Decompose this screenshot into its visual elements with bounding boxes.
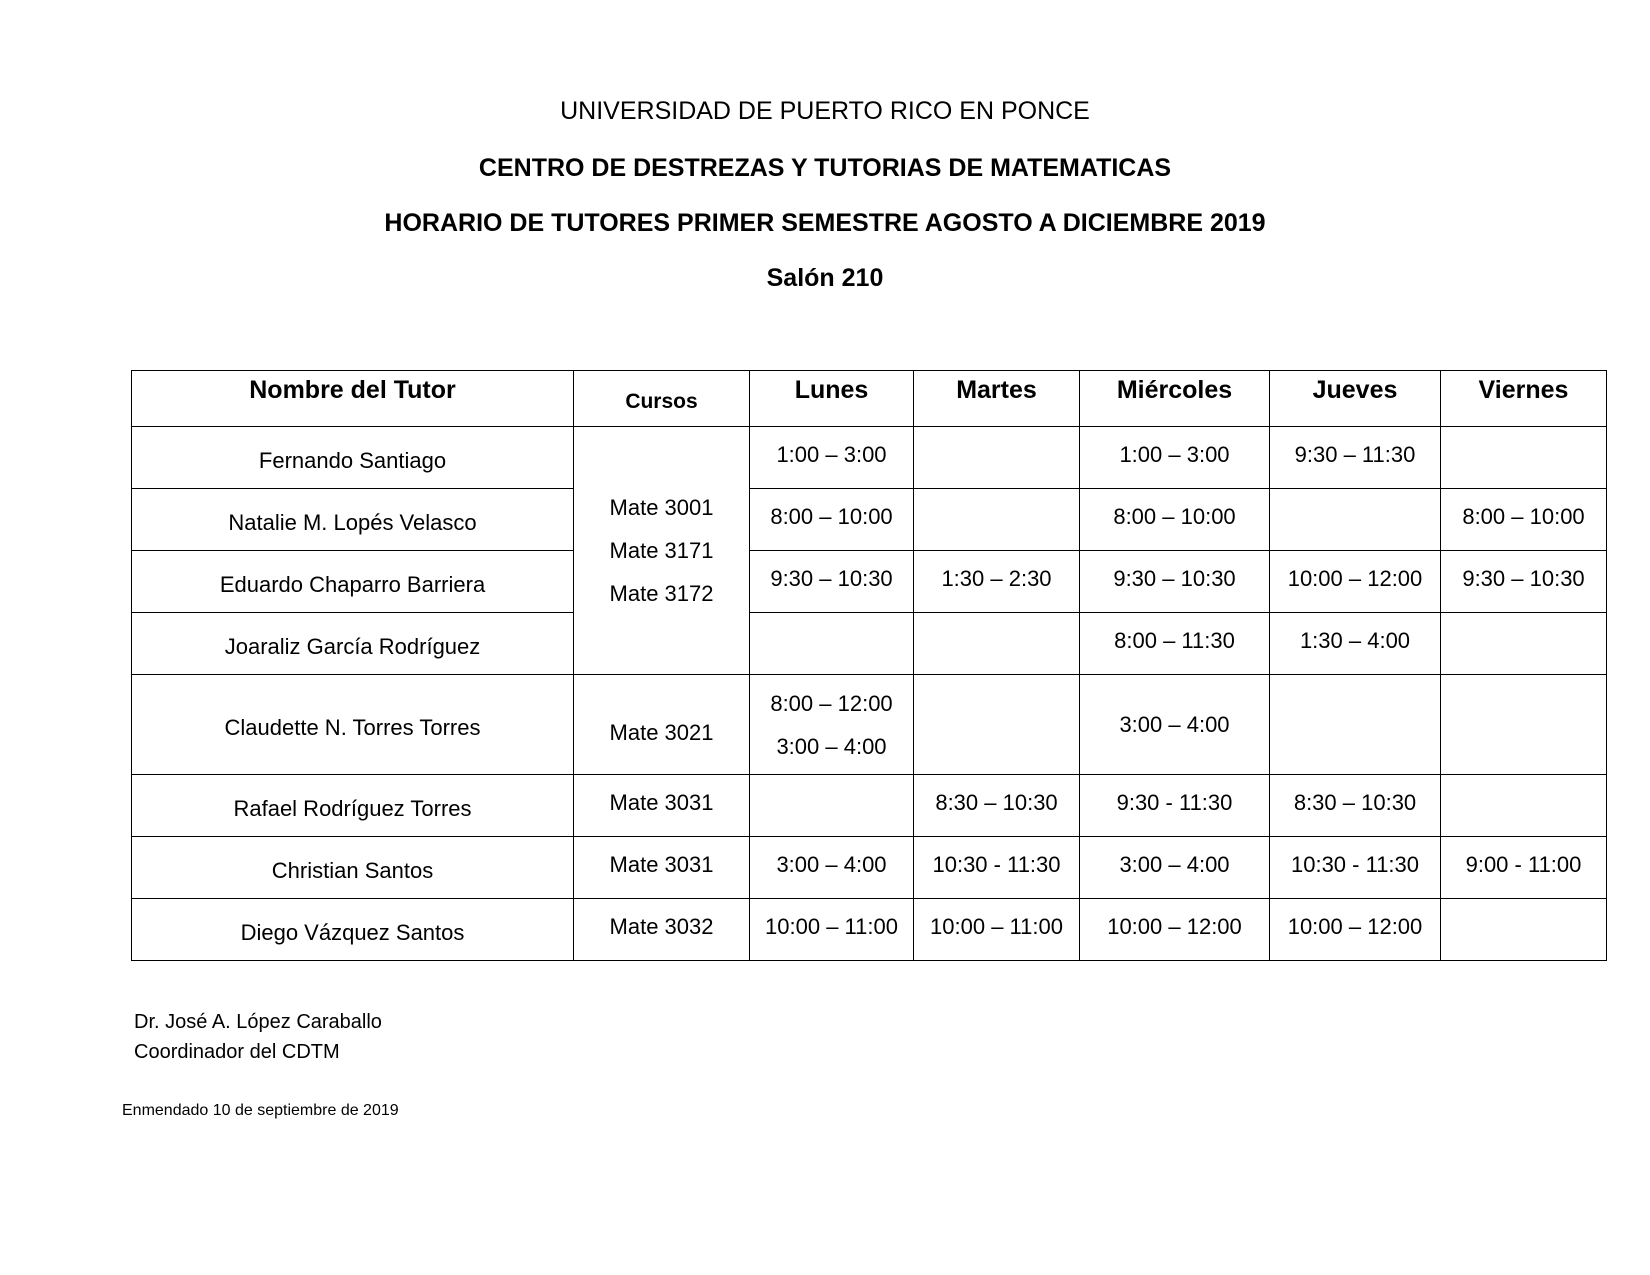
course-code: Mate 3172 (609, 581, 714, 606)
tutor-name: Fernando Santiago (132, 427, 574, 489)
header-tuesday: Martes (914, 371, 1080, 427)
wednesday-slot: 3:00 – 4:00 (1080, 837, 1270, 899)
header-tutor: Nombre del Tutor (132, 371, 574, 427)
course-group-cell (574, 427, 750, 675)
monday-slot: 8:00 – 10:00 (750, 489, 914, 551)
tutor-name: Claudette N. Torres Torres (132, 675, 574, 775)
tutor-name: Rafael Rodríguez Torres (132, 775, 574, 837)
wednesday-slot: 9:30 - 11:30 (1080, 775, 1270, 837)
friday-slot (1441, 675, 1607, 775)
wednesday-slot: 9:30 – 10:30 (1080, 551, 1270, 613)
course-cell: Mate 3021 (574, 675, 750, 775)
monday-slot: 10:00 – 11:00 (750, 899, 914, 961)
table-row (132, 837, 1607, 899)
monday-slot (750, 613, 914, 675)
header-friday: Viernes (1441, 371, 1607, 427)
table-row (132, 775, 1607, 837)
wednesday-slot: 10:00 – 12:00 (1080, 899, 1270, 961)
table-header-row (132, 371, 1607, 427)
wednesday-slot: 8:00 – 10:00 (1080, 489, 1270, 551)
thursday-slot (1270, 675, 1441, 775)
table-row (132, 613, 1607, 675)
coordinator-name: Dr. José A. López Caraballo (134, 1011, 382, 1033)
thursday-slot: 10:00 – 12:00 (1270, 899, 1441, 961)
monday-slot: 1:00 – 3:00 (750, 427, 914, 489)
center-title: CENTRO DE DESTREZAS Y TUTORIAS DE MATEMATICAS (478, 154, 1172, 182)
course-cell: Mate 3031 (574, 837, 750, 899)
tutor-name: Eduardo Chaparro Barriera (132, 551, 574, 613)
monday-slot: 3:00 – 4:00 (750, 837, 914, 899)
tutor-name: Natalie M. Lopés Velasco (132, 489, 574, 551)
thursday-slot: 1:30 – 4:00 (1270, 613, 1441, 675)
wednesday-slot: 8:00 – 11:30 (1080, 613, 1270, 675)
course-cell: Mate 3031 (574, 775, 750, 837)
tuesday-slot: 8:30 – 10:30 (914, 775, 1080, 837)
friday-slot: 9:30 – 10:30 (1441, 551, 1607, 613)
schedule-title: HORARIO DE TUTORES PRIMER SEMESTRE AGOSTO A DICIEMBRE 2019 (384, 209, 1266, 237)
tuesday-slot (914, 675, 1080, 775)
monday-slot: 8:00 – 12:00 3:00 – 4:00 (750, 675, 914, 775)
thursday-slot (1270, 489, 1441, 551)
monday-slot: 9:30 – 10:30 (750, 551, 914, 613)
course-code: Mate 3001 (609, 495, 714, 520)
course-cell: Mate 3032 (574, 899, 750, 961)
tutor-name: Christian Santos (132, 837, 574, 899)
amended-note: Enmendado 10 de septiembre de 2019 (122, 1102, 399, 1119)
monday-slot (750, 775, 914, 837)
header-wednesday: Miércoles (1080, 371, 1270, 427)
thursday-slot: 10:00 – 12:00 (1270, 551, 1441, 613)
tuesday-slot (914, 427, 1080, 489)
friday-slot: 9:00 - 11:00 (1441, 837, 1607, 899)
friday-slot: 8:00 – 10:00 (1441, 489, 1607, 551)
friday-slot (1441, 613, 1607, 675)
university-title: UNIVERSIDAD DE PUERTO RICO EN PONCE (560, 97, 1090, 125)
friday-slot (1441, 427, 1607, 489)
friday-slot (1441, 899, 1607, 961)
tuesday-slot (914, 613, 1080, 675)
thursday-slot: 10:30 - 11:30 (1270, 837, 1441, 899)
table-row (132, 489, 1607, 551)
header-courses: Cursos (574, 371, 750, 427)
friday-slot (1441, 775, 1607, 837)
tuesday-slot: 1:30 – 2:30 (914, 551, 1080, 613)
tuesday-slot: 10:30 - 11:30 (914, 837, 1080, 899)
header-thursday: Jueves (1270, 371, 1441, 427)
tuesday-slot: 10:00 – 11:00 (914, 899, 1080, 961)
tuesday-slot (914, 489, 1080, 551)
tutor-name: Diego Vázquez Santos (132, 899, 574, 961)
coordinator-role: Coordinador del CDTM (134, 1041, 340, 1063)
table-row (132, 551, 1607, 613)
course-code: Mate 3171 (609, 538, 714, 563)
header-monday: Lunes (750, 371, 914, 427)
thursday-slot: 8:30 – 10:30 (1270, 775, 1441, 837)
table-row (132, 427, 1607, 489)
table-row (132, 899, 1607, 961)
tutor-schedule-table (131, 370, 1607, 961)
thursday-slot: 9:30 – 11:30 (1270, 427, 1441, 489)
tutor-name: Joaraliz García Rodríguez (132, 613, 574, 675)
table-row (132, 675, 1607, 775)
wednesday-slot: 1:00 – 3:00 (1080, 427, 1270, 489)
wednesday-slot: 3:00 – 4:00 (1080, 675, 1270, 775)
room-title: Salón 210 (766, 264, 884, 292)
